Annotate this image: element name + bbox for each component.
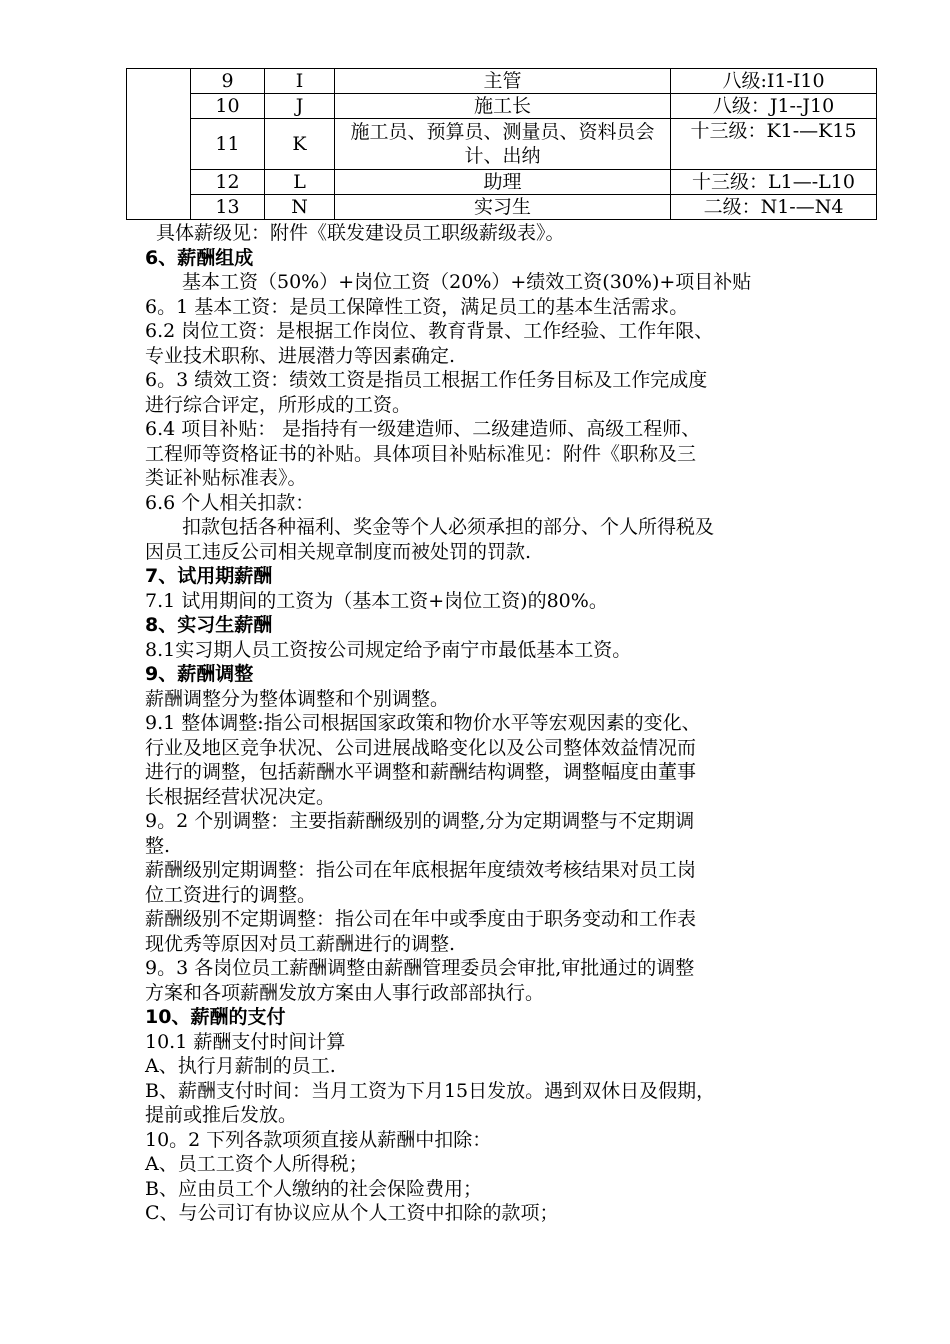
- table-cell-grade: 十三级：L1—-L10: [671, 170, 877, 195]
- table-cell-code: J: [265, 94, 335, 119]
- paragraph-line: 位工资进行的调整。: [145, 883, 317, 906]
- paragraph-line: B、薪酬支付时间：当月工资为下月15日发放。遇到双休日及假期，: [145, 1079, 716, 1102]
- paragraph-line: 行业及地区竞争状况、公司进展战略变化以及公司整体效益情况而: [145, 736, 697, 759]
- paragraph-line: 进行的调整，包括薪酬水平调整和薪酬结构调整，调整幅度由董事: [145, 761, 697, 783]
- table-cell-no: 12: [191, 170, 265, 195]
- table-cell-position: 助理: [335, 170, 671, 195]
- table-cell-no: 11: [191, 119, 265, 170]
- grade-table: [126, 68, 877, 220]
- paragraph-line: 6.2 岗位工资：是根据工作岗位、教育背景、工作经验、工作年限、: [145, 320, 714, 342]
- table-cell-code: N: [265, 195, 335, 220]
- table-cell-grade: 二级：N1-—N4: [671, 195, 877, 220]
- paragraph-line: 6.4 项目补贴： 是指持有一级建造师、二级建造师、高级工程师、: [145, 418, 701, 440]
- table-row: [127, 170, 877, 195]
- table-row: [127, 195, 877, 220]
- paragraph-line: 工程师等资格证书的补贴。具体项目补贴标准见：附件《职称及三: [145, 442, 697, 465]
- paragraph-line: 因员工违反公司相关规章制度而被处罚的罚款.: [145, 540, 532, 563]
- table-cell-position: 施工长: [335, 94, 671, 119]
- table-cell-position: 实习生: [335, 195, 671, 220]
- section-heading: 7、试用期薪酬: [145, 565, 273, 587]
- paragraph-line: 6。1 基本工资：是员工保障性工资，满足员工的基本生活需求。: [145, 295, 689, 318]
- paragraph-line: 8.1实习期人员工资按公司规定给予南宁市最低基本工资。: [145, 638, 632, 661]
- paragraph-line: 6。3 绩效工资：绩效工资是指员工根据工作任务目标及工作完成度: [145, 369, 708, 391]
- paragraph-line: 提前或推后发放。: [145, 1104, 298, 1126]
- table-cell-position: 主管: [335, 69, 671, 94]
- paragraph-line: 类证补贴标准表》。: [145, 467, 307, 489]
- paragraph-line: 9.1 整体调整:指公司根据国家政策和物价水平等宏观因素的变化、: [145, 712, 701, 734]
- paragraph-line: A、执行月薪制的员工.: [145, 1055, 336, 1077]
- paragraph-line: 薪酬级别定期调整：指公司在年底根据年度绩效考核结果对员工岗: [145, 859, 697, 881]
- paragraph-line: 扣款包括各种福利、奖金等个人必须承担的部分、个人所得税及: [182, 516, 715, 538]
- formula-line: 基本工资（50%）+岗位工资（20%）+绩效工资(30%)+项目补贴: [182, 271, 752, 293]
- paragraph-line: 9。2 个别调整：主要指薪酬级别的调整,分为定期调整与不定期调: [145, 810, 695, 832]
- section-heading: 10、薪酬的支付: [145, 1006, 286, 1028]
- table-cell-code: I: [265, 69, 335, 94]
- table-cell-grade: 八级：J1--J10: [671, 94, 877, 119]
- table-row: [127, 69, 877, 94]
- paragraph-line: B、应由员工个人缴纳的社会保险费用；: [145, 1177, 482, 1200]
- paragraph-line: 现优秀等原因对员工薪酬进行的调整.: [145, 932, 456, 955]
- paragraph-line: 整.: [145, 834, 171, 857]
- paragraph-line: 薪酬级别不定期调整：指公司在年中或季度由于职务变动和工作表: [145, 908, 697, 930]
- table-cell-position: 施工员、预算员、测量员、资料员会计、出纳: [335, 119, 671, 170]
- table-cell-no: 13: [191, 195, 265, 220]
- merged-category-cell: [127, 69, 191, 220]
- note-line: 具体薪级见：附件《联发建设员工职级薪级表》。: [156, 222, 565, 244]
- paragraph-line: A、员工工资个人所得税；: [145, 1153, 368, 1175]
- table-cell-code: L: [265, 170, 335, 195]
- paragraph-line: 6.6 个人相关扣款：: [145, 491, 315, 514]
- table-row: [127, 119, 877, 170]
- section-heading: 8、实习生薪酬: [145, 614, 273, 636]
- table-cell-code: K: [265, 119, 335, 170]
- body-text: [145, 221, 810, 1226]
- section-heading: 9、薪酬调整: [145, 663, 254, 685]
- paragraph-line: 专业技术职称、进展潜力等因素确定.: [145, 344, 456, 367]
- table-cell-grade: 八级:I1-I10: [671, 69, 877, 94]
- paragraph-line: 10.1 薪酬支付时间计算: [145, 1030, 346, 1053]
- paragraph-line: 薪酬调整分为整体调整和个别调整。: [145, 687, 450, 710]
- paragraph-line: C、与公司订有协议应从个人工资中扣除的款项；: [145, 1202, 559, 1224]
- section-heading: 6、薪酬组成: [145, 246, 254, 269]
- table-row: [127, 94, 877, 119]
- table-cell-grade: 十三级：K1-—K15: [671, 119, 877, 170]
- paragraph-line: 进行综合评定，所形成的工资。: [145, 393, 412, 416]
- paragraph-line: 10。2 下列各款项须直接从薪酬中扣除：: [145, 1128, 492, 1151]
- paragraph-line: 7.1 试用期间的工资为（基本工资+岗位工资)的80%。: [145, 589, 608, 612]
- paragraph-line: 方案和各项薪酬发放方案由人事行政部部执行。: [145, 981, 545, 1004]
- paragraph-line: 9。3 各岗位员工薪酬调整由薪酬管理委员会审批,审批通过的调整: [145, 957, 695, 979]
- table-cell-no: 10: [191, 94, 265, 119]
- table-cell-no: 9: [191, 69, 265, 94]
- paragraph-line: 长根据经营状况决定。: [145, 785, 336, 808]
